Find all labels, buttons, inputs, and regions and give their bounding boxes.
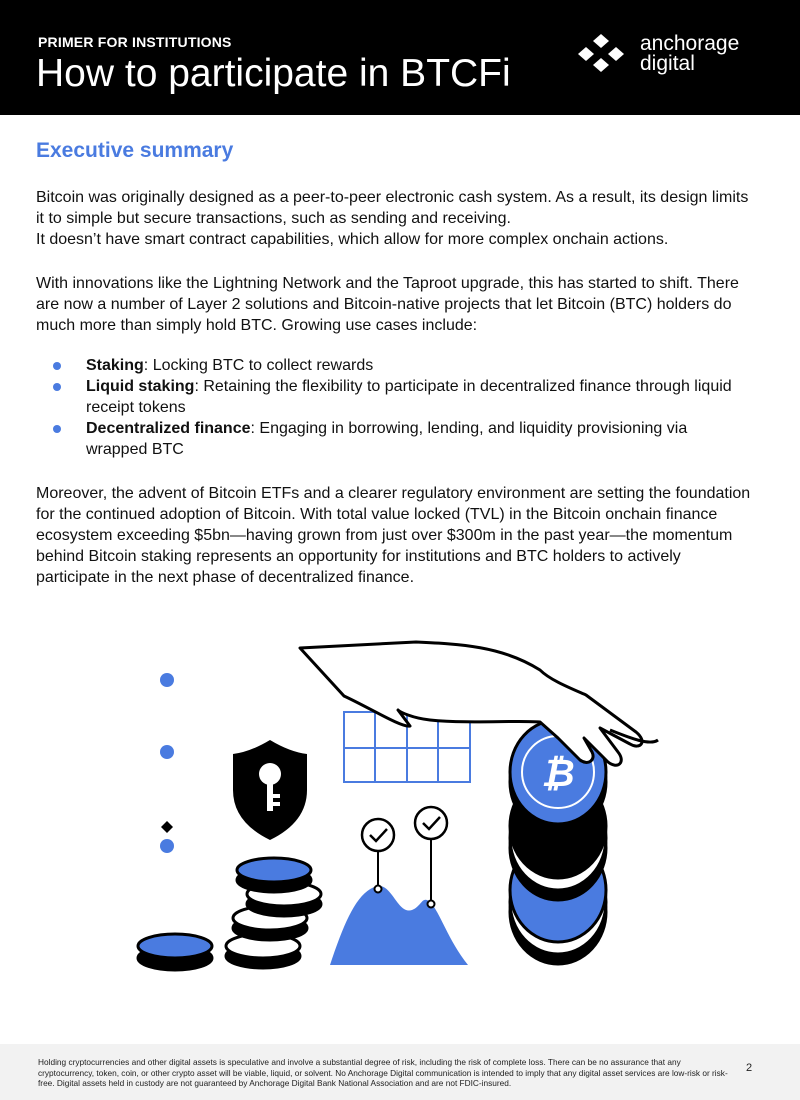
checkmark-icon <box>362 819 394 851</box>
bullet-term: Staking <box>86 357 144 374</box>
anchorage-logo-icon <box>576 32 626 76</box>
bullet-icon <box>53 362 61 370</box>
paragraph-1-b: It doesn’t have smart contract capabilities, which allow for more complex onchain actions. <box>36 231 669 248</box>
page-number: 2 <box>746 1062 753 1074</box>
paragraph-1-a: Bitcoin was originally designed as a peer-to-peer electronic cash system. As a result, its design limits it to simple but secure transactions, such as sending and receiving. <box>36 189 749 227</box>
list-item <box>36 376 736 418</box>
bullet-text: : Locking BTC to collect rewards <box>143 357 374 374</box>
page-footer <box>0 1044 800 1100</box>
bullet-text: : Retaining the flexibility to participate in decentralized finance through liquid receipt tokens <box>86 378 732 416</box>
diamond-icon <box>161 821 173 833</box>
paragraph-1 <box>36 187 756 250</box>
list-item <box>36 418 736 460</box>
header-kicker: PRIMER FOR INSTITUTIONS <box>38 34 232 50</box>
page-title: How to participate in BTCFi <box>36 52 511 95</box>
checkmark-icon <box>415 807 447 839</box>
btcfi-illustration <box>130 640 670 980</box>
coin-stack-icon <box>138 858 321 970</box>
logo-wordmark <box>640 34 739 74</box>
logo-line-1: anchorage <box>640 32 740 55</box>
dot-icon <box>160 745 174 759</box>
area-chart-icon <box>330 840 468 965</box>
list-item <box>36 355 736 376</box>
paragraph-2: With innovations like the Lightning Network and the Taproot upgrade, this has started to shift. There are now a number of Layer 2 solutions and Bitcoin-native projects that let Bitcoin (BTC) holders do much more than simply hold BTC. Growing use cases include: <box>36 275 739 334</box>
section-heading: Executive summary <box>36 139 234 162</box>
bullet-term: Liquid staking <box>86 378 195 395</box>
shield-key-icon <box>233 740 307 840</box>
use-case-list <box>36 355 736 460</box>
bullet-term: Decentralized finance <box>86 420 251 437</box>
dot-icon <box>160 839 174 853</box>
hand-icon <box>300 642 658 765</box>
bullet-icon <box>53 383 61 391</box>
logo-line-2: digital <box>640 52 695 75</box>
footer-disclaimer: Holding cryptocurrencies and other digital assets is speculative and involve a substantial degree of risk, including the risk of complete loss. There can be no assurance that any cryptocurrency, token, coin, or other crypto asset will be viable, liquid, or solvent. No Anchorage Digital communication is intended to imply that any digital asset services are low-risk or risk-free. Digital assets held in custody are not guaranteed by Anchorage Digital Bank National Association and are not FDIC-insured. <box>38 1057 728 1088</box>
paragraph-4: Moreover, the advent of Bitcoin ETFs and a clearer regulatory environment are setting the foundation for the continued adoption of Bitcoin. With total value locked (TVL) in the Bitcoin onchain finance ecosystem exceeding $5bn—having grown from just over $300m in the past year—the momentum behind Bitcoin staking represents an opportunity for institutions and BTC holders to actively participate in the next phase of decentralized finance. <box>36 485 751 586</box>
bullet-icon <box>53 425 61 433</box>
page-header <box>0 0 800 115</box>
svg-text:₿: ₿ <box>541 753 575 795</box>
bullet-text: : Engaging in borrowing, lending, and liquidity provisioning via wrapped BTC <box>86 420 688 458</box>
dot-icon <box>160 673 174 687</box>
anchorage-logo <box>576 32 766 78</box>
